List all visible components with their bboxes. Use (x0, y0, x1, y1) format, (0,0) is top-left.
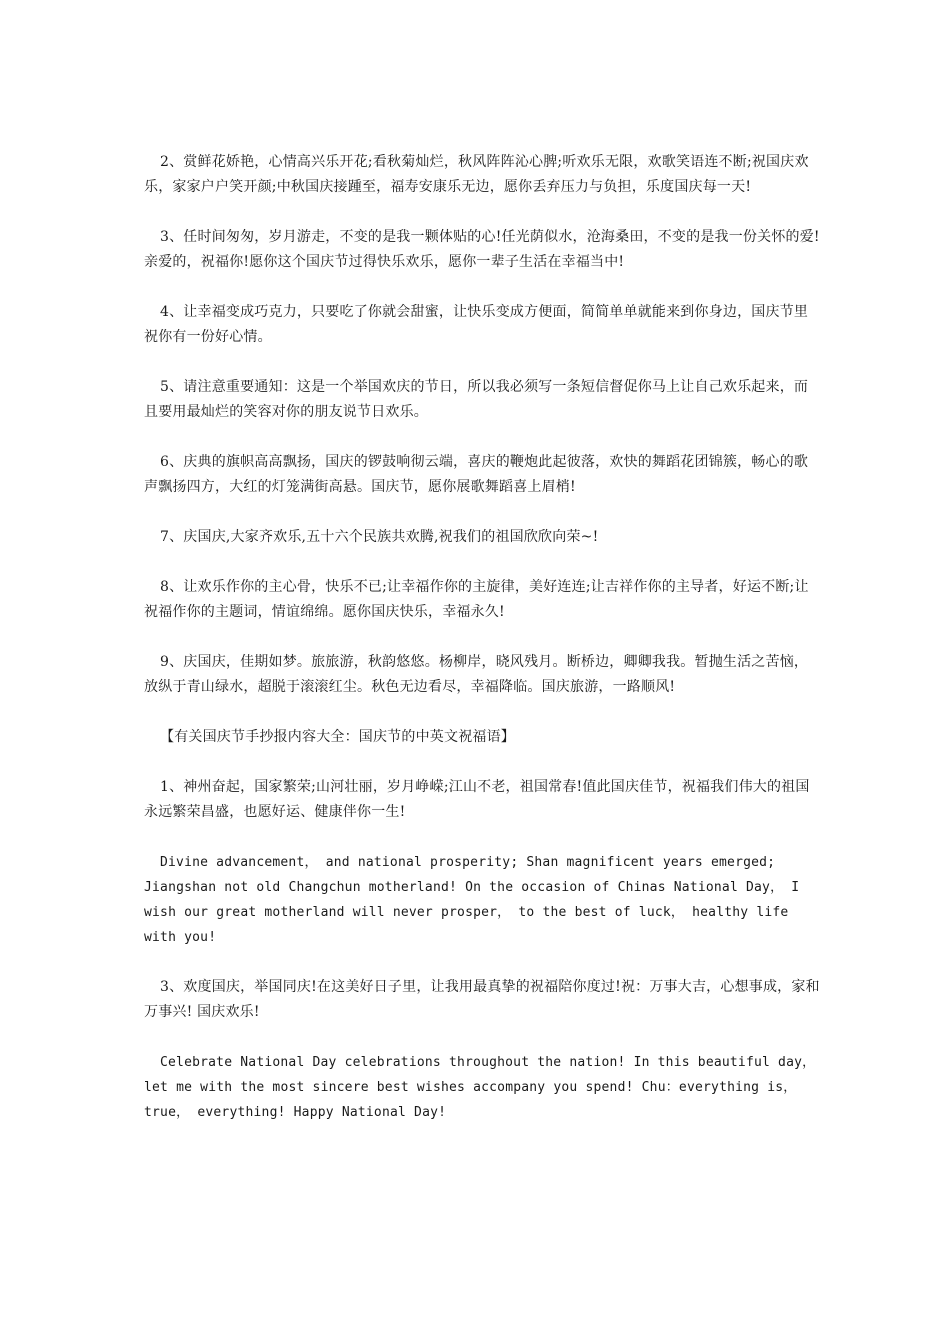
blessing-paragraph-7: 7、庆国庆,大家齐欢乐,五十六个民族共欢腾,祝我们的祖国欣欣向荣~! (160, 529, 599, 545)
blessing-paragraph-9: 9、庆国庆，佳期如梦。旅旅游，秋韵悠悠。杨柳岸，晓风残月。断桥边，卿卿我我。暂抛生活之苦恼，放纵于青山绿水，超脱于滚滚红尘。秋色无边看尽，幸福降临。国庆旅游，一路顺风! (144, 654, 809, 695)
blessing-paragraph-8: 8、让欢乐作你的主心骨，快乐不已;让幸福作你的主旋律，美好连连;让吉祥作你的主导者，好运不断;让祝福作你的主题词，情谊绵绵。愿你国庆快乐，幸福永久! (144, 579, 809, 620)
blessing-paragraph-4: 4、让幸福变成巧克力，只要吃了你就会甜蜜，让快乐变成方便面，简简单单就能来到你身边，国庆节里祝你有一份好心情。 (144, 304, 809, 345)
blessing-paragraph-5: 5、请注意重要通知：这是一个举国欢庆的节日，所以我必须写一条短信督促你马上让自己欢乐起来，而且要用最灿烂的笑容对你的朋友说节日欢乐。 (144, 379, 809, 420)
blessing-paragraph-3: 3、任时间匆匆，岁月游走，不变的是我一颗体贴的心!任光荫似水，沧海桑田，不变的是我一份关怀的爱!亲爱的，祝福你!愿你这个国庆节过得快乐欢乐，愿你一辈子生活在幸福当中! (144, 229, 820, 270)
bilingual-paragraph-1-chinese: 1、神州奋起，国家繁荣;山河壮丽，岁月峥嵘;江山不老，祖国常春!值此国庆佳节，祝福我们伟大的祖国永远繁荣昌盛，也愿好运、健康伴你一生! (144, 779, 810, 820)
bilingual-paragraph-3-english: Celebrate National Day celebrations throughout the nation! In this beautiful day， let me with the most sincere best wishes accompany you spend! Chu：everything is， true， everything! Happy National Day! (144, 1055, 816, 1120)
bilingual-paragraph-1-english: Divine advancement， and national prosperity; Shan magnificent years emerged; Jiangshan not old Changchun motherland! On the occasion of Chinas National Day， I wish our great motherland will never prosper， to the best of luck， healthy life with you! (144, 855, 800, 945)
section-heading: 【有关国庆节手抄报内容大全：国庆节的中英文祝福语】 (160, 729, 515, 745)
blessing-paragraph-2: 2、赏鲜花娇艳，心情高兴乐开花;看秋菊灿烂，秋风阵阵沁心脾;听欢乐无限，欢歌笑语连不断;祝国庆欢乐，家家户户笑开颜;中秋国庆接踵至，福寿安康乐无边，愿你丢弃压力与负担，乐度国庆每一天! (144, 154, 809, 195)
document-body (144, 150, 820, 1150)
bilingual-paragraph-3-chinese: 3、欢度国庆，举国同庆!在这美好日子里，让我用最真挚的祝福陪你度过!祝：万事大吉，心想事成，家和万事兴! 国庆欢乐! (144, 979, 820, 1020)
blessing-paragraph-6: 6、庆典的旗帜高高飘扬，国庆的锣鼓响彻云端，喜庆的鞭炮此起彼落，欢快的舞蹈花团锦簇，畅心的歌声飘扬四方，大红的灯笼满街高悬。国庆节，愿你展歌舞蹈喜上眉梢! (144, 454, 809, 495)
